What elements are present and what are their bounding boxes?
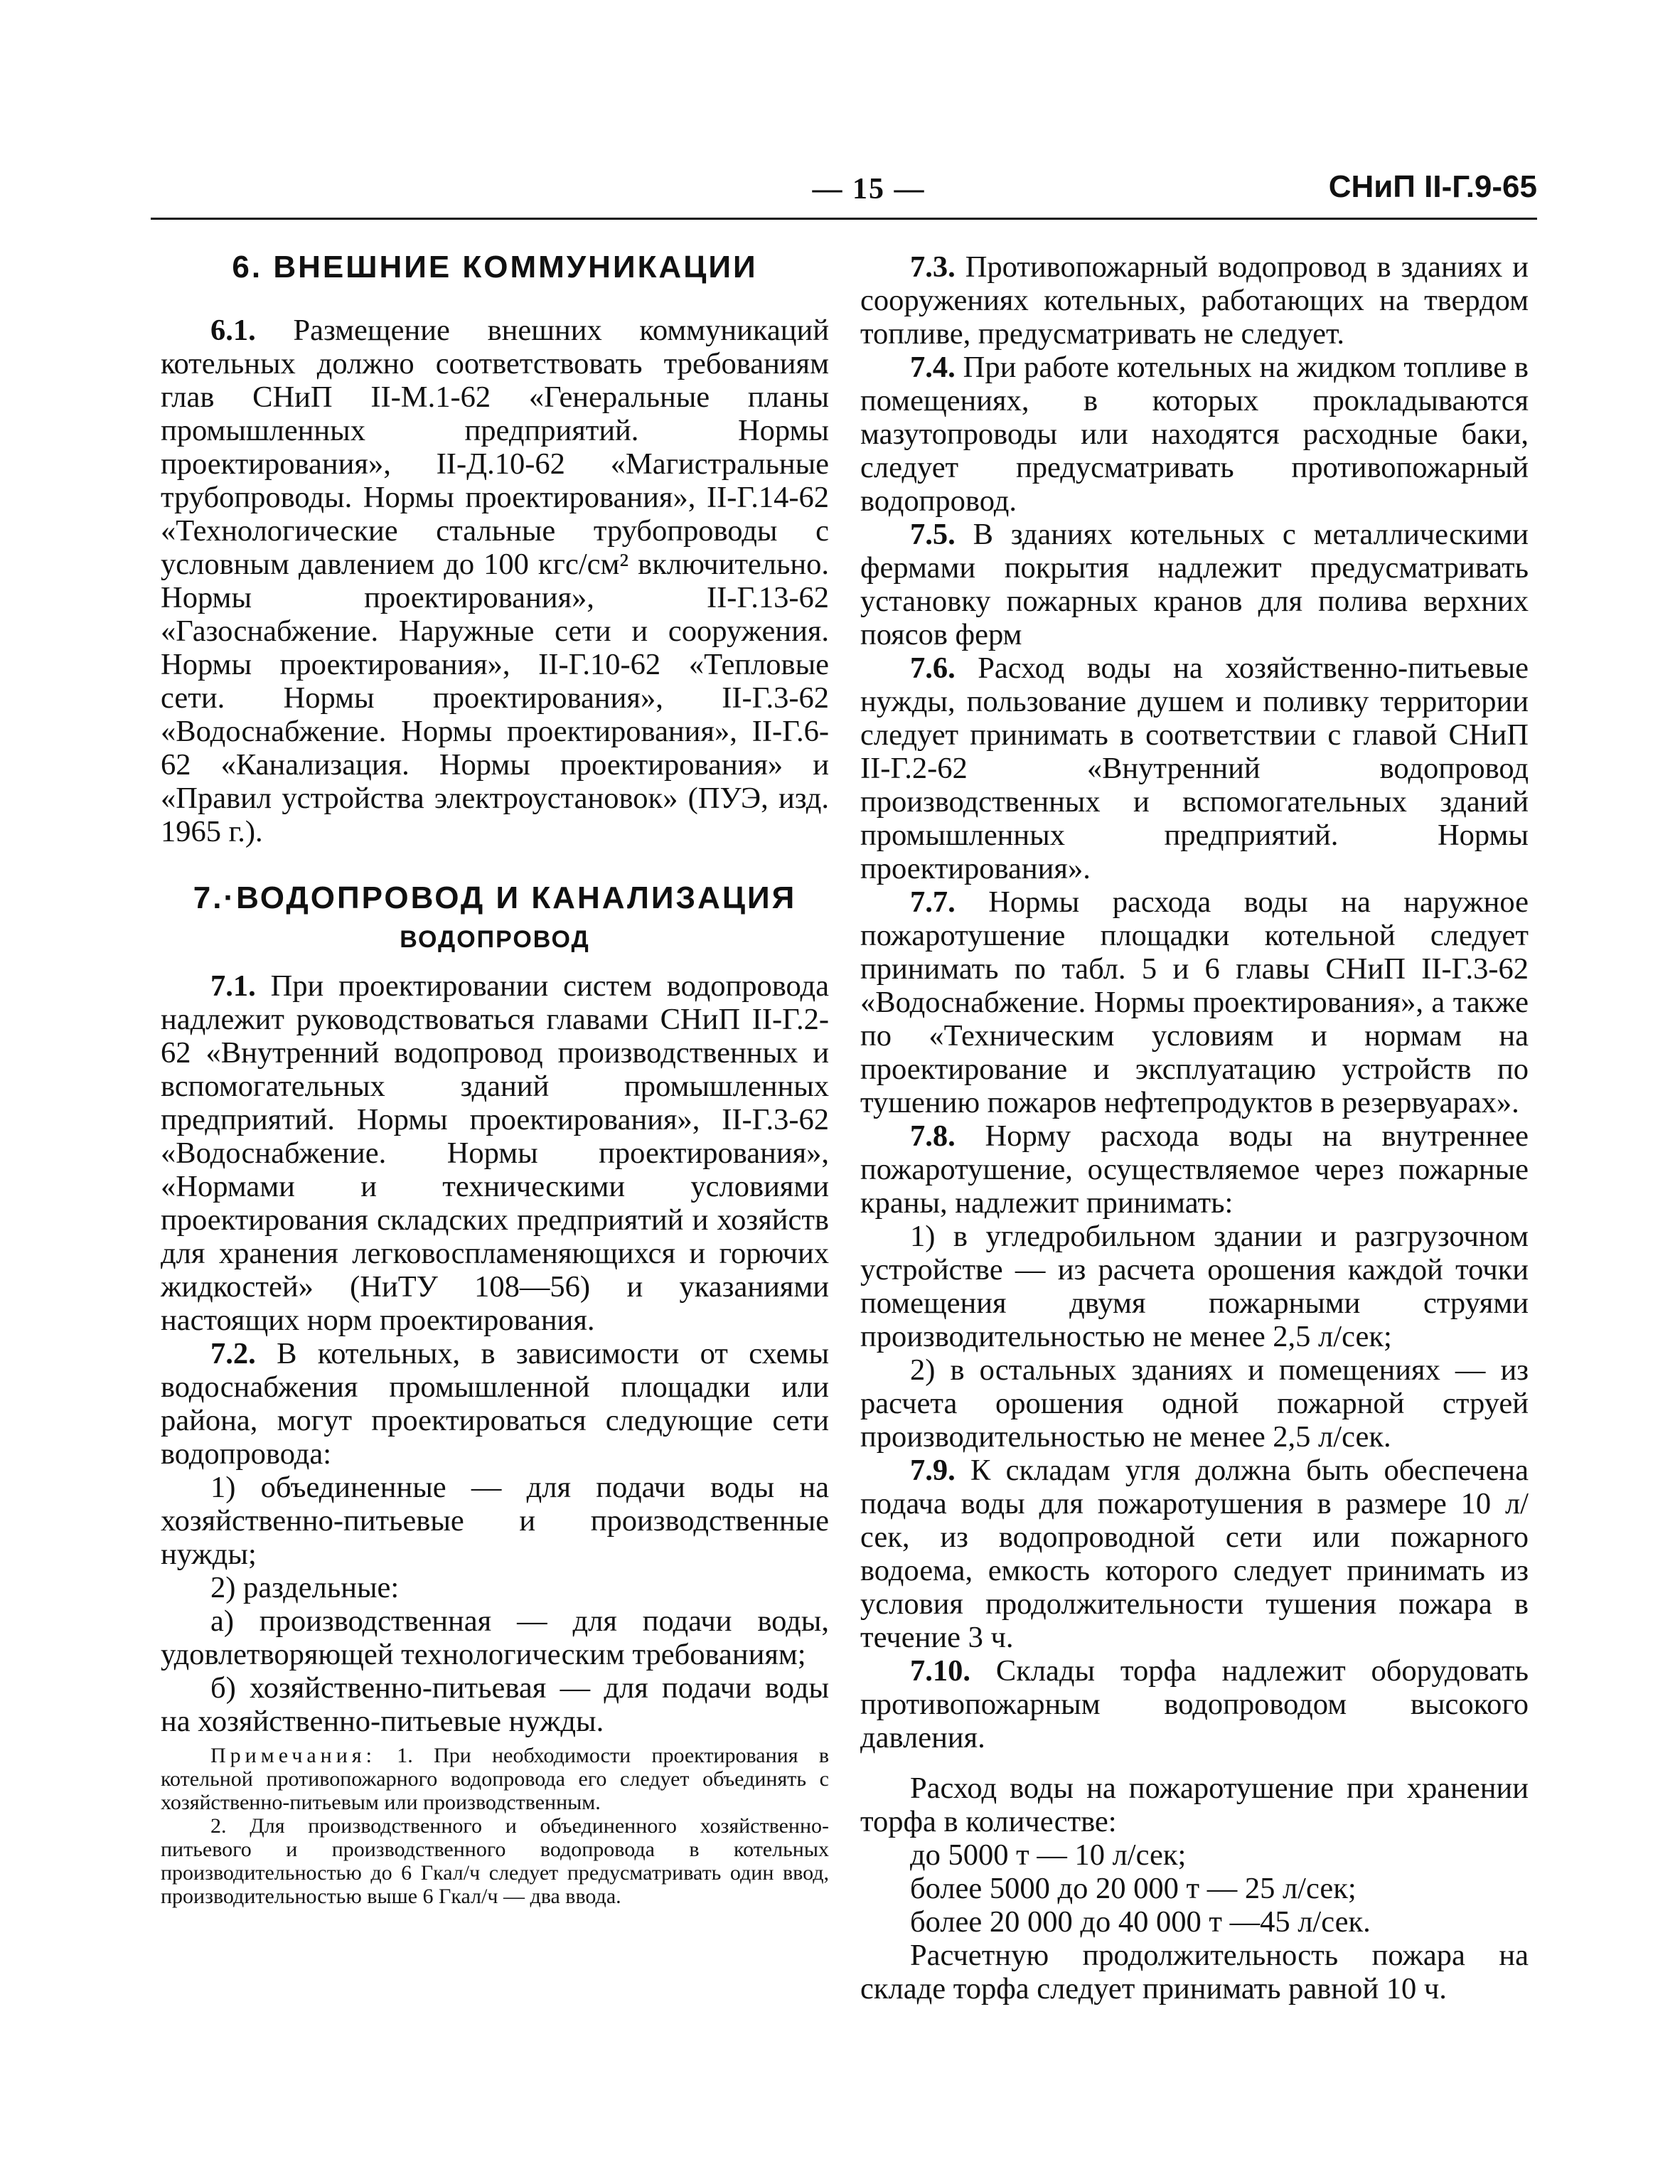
- paragraph-text: Расход воды на пожаротушение при хранении торфа в количестве:: [860, 1772, 1529, 1838]
- section-6-heading: 6. ВНЕШНИЕ КОММУНИКАЦИИ: [232, 250, 758, 284]
- clause-number: 7.2.: [210, 1337, 256, 1370]
- clause-number: 7.3.: [910, 250, 956, 284]
- list-item: 2) раздельные:: [210, 1571, 400, 1604]
- list-item: более 5000 до 20 000 т — 25 л/сек;: [910, 1872, 1357, 1905]
- paragraph-text: Норму расхода воды на внутреннее пожаротушение, осуществляемое через пожарные краны, надлежит принимать:: [860, 1119, 1529, 1220]
- clause-number: 7.5.: [910, 518, 956, 551]
- right-column: [860, 250, 1529, 2005]
- clause-number: 7.9.: [910, 1454, 956, 1487]
- page-header: [151, 165, 1537, 215]
- note-text: 1. При необходимости проектирования в котельной противопожарного водопровода его следует объединять с хозяйственно-питьевым или производственным.: [161, 1744, 829, 1814]
- clause-number: 7.6.: [910, 651, 956, 685]
- section-7-heading: 7.·ВОДОПРОВОД И КАНАЛИЗАЦИЯ: [193, 880, 797, 915]
- paragraph-text: При работе котельных на жидком топливе в помещениях, в которых прокладываются мазутопроводы или находятся расходные баки, следует предусматривать противопожарный водопровод.: [860, 351, 1529, 518]
- paragraph-7-8: [860, 1119, 1529, 1220]
- list-item: 1) объединенные — для подачи воды на хозяйственно-питьевые и производственные нужды;: [161, 1471, 829, 1571]
- clause-number: 7.10.: [910, 1654, 970, 1688]
- paragraph-7-5: [860, 518, 1529, 651]
- header-rule: [151, 218, 1537, 220]
- paragraph-text: Противопожарный водопровод в зданиях и сооружениях котельных, работающих на твердом топливе, предусматривать не следует.: [860, 250, 1529, 351]
- note-1: [161, 1744, 829, 1814]
- page-number: — 15 —: [812, 173, 926, 206]
- paragraph-text: В зданиях котельных с металлическими фермами покрытия надлежит предусматривать установку пожарных кранов для полива верхних поясов ферм: [860, 518, 1529, 651]
- clause-number: 7.1.: [210, 969, 256, 1003]
- paragraph-7-1: [161, 969, 829, 1337]
- list-item: 1) в угледробильном здании и разгрузочном устройстве — из расчета орошения каждой точки помещения двумя пожарными струями производительностью не менее 2,5 л/сек;: [860, 1220, 1529, 1353]
- list-item: до 5000 т — 10 л/сек;: [910, 1838, 1187, 1872]
- paragraph-text: К складам угля должна быть обеспечена подача воды для пожаротушения в размере 10 л/сек, из водопроводной сети или пожарного водоема, емкость которого следует принимать из условия продолжительности тушения пожара в течение 3 ч.: [860, 1454, 1529, 1654]
- notes-block: [161, 1744, 829, 1908]
- clause-number: 7.8.: [910, 1119, 956, 1153]
- notes-label: Примечания:: [210, 1744, 376, 1767]
- subsection-heading: ВОДОПРОВОД: [400, 926, 590, 953]
- clause-number: 7.7.: [910, 885, 956, 919]
- left-column: [161, 250, 829, 1908]
- paragraph-7-7: [860, 885, 1529, 1119]
- paragraph-text: Размещение внешних коммуникаций котельных должно соответствовать требованиям глав СНиП II-М.1-62 «Генеральные планы промышленных предприятий. Нормы проектирования», II-Д.10-62 «Магистральные трубопроводы. Нормы проектирования», II-Г.14-62 «Технологические стальные трубопроводы с условным давлением до 100 кгс/см² включительно. Нормы проектирования», II-Г.13-62 «Газоснабжение. Наружные сети и сооружения. Нормы проектирования», II-Г.10-62 «Тепловые сети. Нормы проектирования», II-Г.3-62 «Водоснабжение. Нормы проектирования», II-Г.6-62 «Канализация. Нормы проектирования» и «Правил устройства электроустановок» (ПУЭ, изд. 1965 г.).: [161, 314, 829, 848]
- paragraph-6-1: [161, 314, 829, 848]
- paragraph-7-9: [860, 1454, 1529, 1654]
- paragraph-7-3: [860, 250, 1529, 351]
- list-item: а) производственная — для подачи воды, удовлетворяющей технологическим требованиям;: [161, 1604, 829, 1671]
- list-item: более 20 000 до 40 000 т —45 л/сек.: [910, 1905, 1371, 1939]
- clause-number: 7.4.: [910, 351, 956, 384]
- paragraph-7-6: [860, 651, 1529, 885]
- paragraph-text: При проектировании систем водопровода надлежит руководствоваться главами СНиП II-Г.2-62 «Внутренний водопровод производственных и вспомогательных зданий промышленных предприятий. Нормы проектирования», II-Г.3-62 «Водоснабжение. Нормы проектирования», «Нормами и техническими условиями проектирования складских предприятий и хозяйств для хранения легковоспламеняющихся и горючих жидкостей» (НиТУ 108—56) и указаниями настоящих норм проектирования.: [161, 969, 829, 1337]
- paragraph-text: Нормы расхода воды на наружное пожаротушение площадки котельной следует принимать по табл. 5 и 6 главы СНиП II-Г.3-62 «Водоснабжение. Нормы проектирования», а также по «Техническим условиям и нормам на проектирование и эксплуатацию устройств по тушению пожаров нефтепродуктов в резервуарах».: [860, 885, 1529, 1119]
- paragraph-text: Склады торфа надлежит оборудовать противопожарным водопроводом высокого давления.: [860, 1654, 1529, 1754]
- note-2: 2. Для производственного и объединенного хозяйственно-питьевого и производственного водопровода в котельных производительностью до 6 Гкал/ч следует предусматривать один ввод, производительностью выше 6 Гкал/ч — два ввода.: [161, 1814, 829, 1908]
- paragraph-7-10: [860, 1654, 1529, 1754]
- list-item: б) хозяйственно-питьевая — для подачи воды на хозяйственно-питьевые нужды.: [161, 1671, 829, 1738]
- paragraph-7-2: [161, 1337, 829, 1471]
- peat-rate-list: [860, 1838, 1529, 1939]
- paragraph-text: Расчетную продолжительность пожара на складе торфа следует принимать равной 10 ч.: [860, 1939, 1529, 2005]
- clause-number: 6.1.: [210, 314, 256, 347]
- document-code: СНиП II-Г.9-65: [1328, 169, 1537, 204]
- paragraph-text: Расход воды на хозяйственно-питьевые нужды, пользование душем и поливку территории следует принимать в соответствии с главой СНиП II-Г.2-62 «Внутренний водопровод производственных и вспомогательных зданий промышленных предприятий. Нормы проектирования».: [860, 651, 1529, 885]
- paragraph-text: В котельных, в зависимости от схемы водоснабжения промышленной площадки или района, могут проектироваться следующие сети водопровода:: [161, 1337, 829, 1471]
- list-item: 2) в остальных зданиях и помещениях — из расчета орошения одной пожарной струей производительностью не менее 2,5 л/сек.: [860, 1353, 1529, 1454]
- paragraph-7-4: [860, 351, 1529, 518]
